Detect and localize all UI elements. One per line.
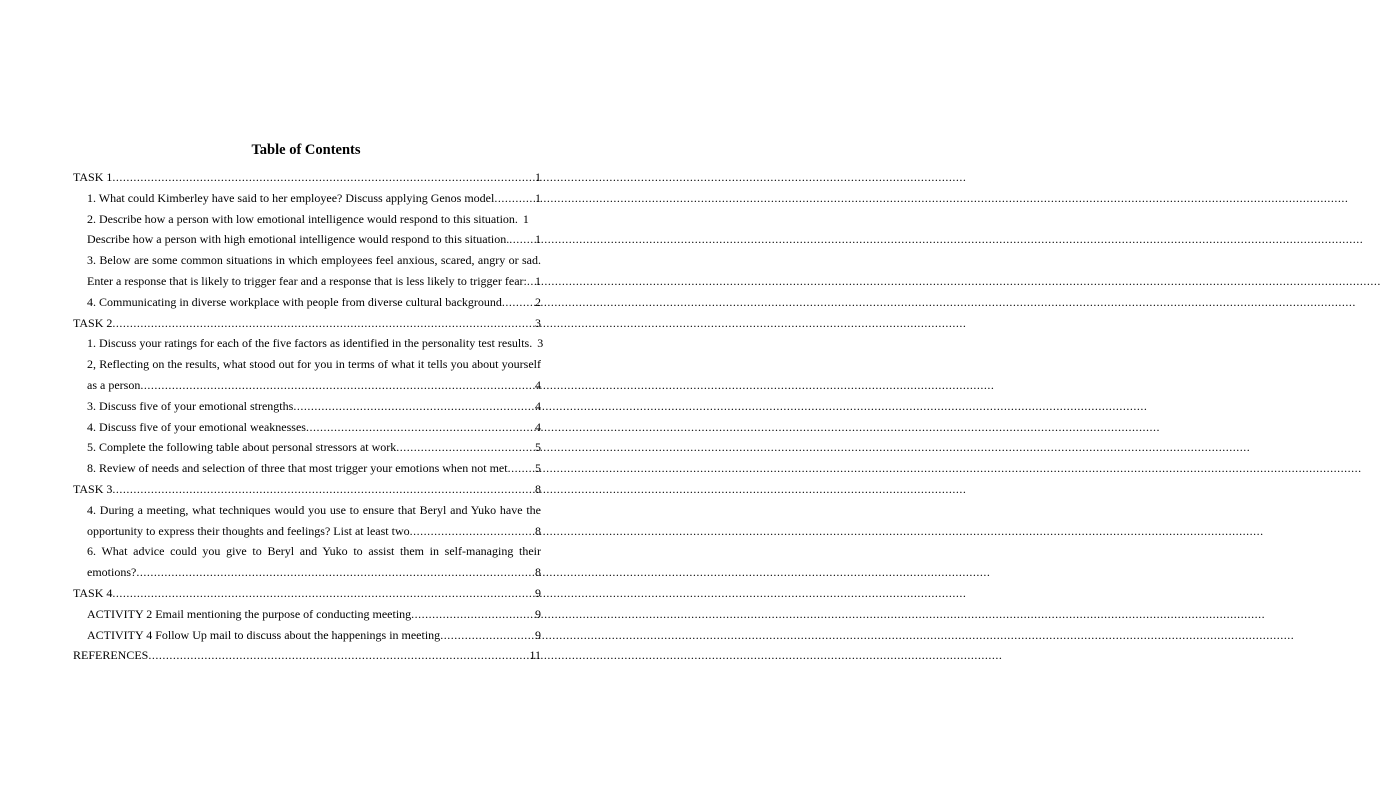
toc-page-number: 8: [535, 565, 541, 580]
page-title: Table of Contents: [251, 142, 361, 158]
dot-leader: [410, 521, 534, 542]
toc-page-number: 4: [535, 419, 541, 434]
toc-entry-text: opportunity to express their thoughts and feelings? List at least two: [87, 523, 410, 538]
toc-entry-text: TASK 2: [73, 315, 113, 330]
toc-entry-text: 5. Complete the following table about personal stressors at work: [87, 440, 397, 455]
toc-entry[interactable]: [73, 271, 541, 292]
toc-entry[interactable]: [73, 250, 541, 271]
toc-entry[interactable]: [73, 167, 541, 188]
toc-entry-text: 2. Describe how a person with low emotional intelligence would respond to this situation.: [87, 211, 518, 226]
toc-entry-text: ACTIVITY 4 Follow Up mail to discuss about the happenings in meeting: [87, 627, 441, 642]
toc-entry-text: Enter a response that is likely to trigger fear and a response that is less likely to trigger fear:: [87, 273, 527, 288]
toc-entry[interactable]: [73, 479, 541, 500]
toc-entry-text: 3. Below are some common situations in which employees feel anxious, scared, angry or sad.: [87, 253, 541, 268]
toc-entry-text: 8. Review of needs and selection of three that most trigger your emotions when not met: [87, 461, 508, 476]
toc-page-number: 1: [522, 211, 529, 226]
toc-page-number: 4: [535, 398, 541, 413]
dot-leader: [396, 437, 534, 458]
toc-entry[interactable]: [73, 188, 541, 209]
dot-leader: [306, 417, 534, 438]
toc-entry[interactable]: [73, 521, 541, 542]
dot-leader: [112, 479, 534, 500]
toc-entry-text: 4. Communicating in diverse workplace with people from diverse cultural background: [87, 294, 502, 309]
toc-page-number: 1: [535, 170, 541, 184]
toc-entry[interactable]: [73, 583, 541, 604]
toc-entry-text: ACTIVITY 2 Email mentioning the purpose of conducting meeting: [87, 606, 412, 621]
toc-entry[interactable]: [73, 645, 541, 666]
toc-entry[interactable]: [73, 396, 541, 417]
toc-entry-text: 4. Discuss five of your emotional weaknesses: [87, 419, 306, 434]
dot-leader: [112, 583, 534, 604]
toc-entry-text: 2, Reflecting on the results, what stood out for you in terms of what it tells you about yourself: [87, 357, 541, 372]
dot-leader: [509, 229, 534, 250]
toc-entry-text: TASK 1: [73, 170, 113, 184]
toc-entry[interactable]: [73, 437, 541, 458]
dot-leader: [502, 292, 534, 313]
toc-entry[interactable]: [73, 354, 541, 375]
toc-entry[interactable]: [73, 604, 541, 625]
dot-leader: [411, 604, 534, 625]
toc-page-number: 1: [535, 273, 541, 288]
dot-leader: [140, 375, 534, 396]
toc-page-number: 5: [535, 461, 541, 476]
toc-entry[interactable]: [73, 562, 541, 583]
toc-entry-text: as a person: [87, 377, 141, 392]
toc-entry[interactable]: [73, 541, 541, 562]
toc-entry-text: Describe how a person with high emotional intelligence would respond to this situation.: [87, 232, 510, 247]
toc-page-number: 8: [535, 523, 541, 538]
toc-page-number: 9: [535, 627, 541, 642]
toc-entry[interactable]: [73, 500, 541, 521]
toc-entry-text: 3. Discuss five of your emotional strengths: [87, 398, 294, 413]
toc-entry-text: 1. Discuss your ratings for each of the five factors as identified in the personality test results.: [87, 336, 533, 351]
toc-entry-text: 1. What could Kimberley have said to her employee? Discuss applying Genos model: [87, 190, 495, 205]
toc-entry[interactable]: [73, 375, 541, 396]
dot-leader: [112, 167, 534, 188]
toc-page-number: 2: [535, 294, 541, 309]
toc-entry-text: 4. During a meeting, what techniques would you use to ensure that Beryl and Yuko have the: [87, 502, 541, 517]
toc-entry[interactable]: [73, 417, 541, 438]
toc-entry[interactable]: [73, 333, 544, 354]
toc-entry[interactable]: [73, 313, 541, 334]
toc-entry-text: TASK 4: [73, 585, 113, 600]
toc-entry[interactable]: [73, 292, 541, 313]
table-of-contents: [73, 167, 544, 666]
toc-page-number: 9: [535, 606, 541, 621]
dot-leader: [440, 625, 534, 646]
dot-leader: [527, 271, 534, 292]
dot-leader: [148, 645, 528, 666]
toc-page-number: 9: [535, 585, 541, 600]
toc-page-number: 1: [535, 232, 541, 247]
toc-page-number: 3: [537, 336, 544, 351]
dot-leader: [494, 188, 534, 209]
toc-entry-text: TASK 3: [73, 481, 113, 496]
toc-page-number: 3: [535, 315, 541, 330]
dot-leader: [293, 396, 534, 417]
toc-page-number: 5: [535, 440, 541, 455]
toc-entry-text: REFERENCES: [73, 648, 149, 663]
toc-page-number: 8: [535, 481, 541, 496]
toc-page-number: 4: [535, 377, 541, 392]
toc-entry[interactable]: [73, 209, 541, 230]
toc-entry[interactable]: [73, 458, 541, 479]
dot-leader: [112, 313, 534, 334]
toc-entry[interactable]: [73, 625, 541, 646]
toc-page-number: 1: [535, 190, 541, 205]
toc-entry-text: 6. What advice could you give to Beryl and Yuko to assist them in self-managing their: [87, 544, 541, 559]
toc-entry-text: emotions?: [87, 565, 137, 580]
toc-entry[interactable]: [73, 229, 541, 250]
toc-page-number: 11: [529, 648, 541, 663]
dot-leader: [508, 458, 534, 479]
dot-leader: [136, 562, 534, 583]
